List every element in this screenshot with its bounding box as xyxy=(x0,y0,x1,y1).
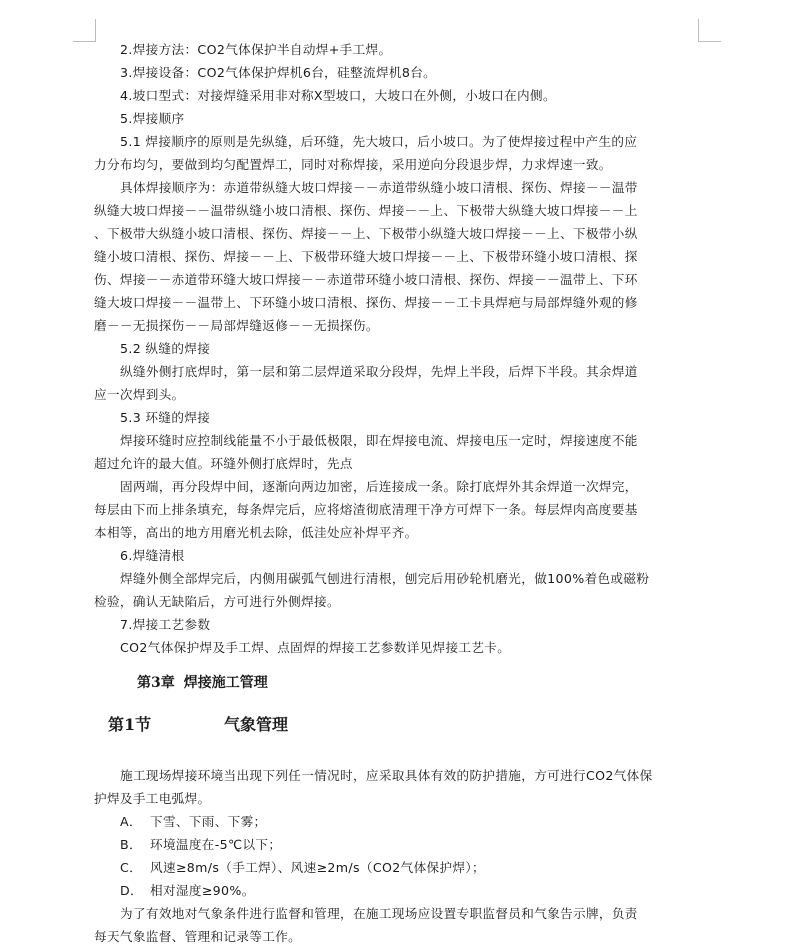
list-marker: B． xyxy=(120,837,142,852)
margin-corner-mark-left xyxy=(73,19,96,42)
list-marker: D． xyxy=(120,883,143,898)
text-line: 超过允许的最大值。环缝外侧打底焊时，先点 xyxy=(94,456,353,471)
chapter-title: 焊接施工管理 xyxy=(183,675,268,691)
text-line: 每层由下而上排条填充，每条焊完后，应将熔渣彻底清理干净方可焊下一条。每层焊肉高度要基 xyxy=(94,502,638,517)
chapter-number: 第3章 xyxy=(137,675,175,691)
margin-corner-mark-right xyxy=(698,19,721,42)
list-marker: A． xyxy=(120,814,142,829)
text-line: 应一次焊到头。 xyxy=(94,387,185,402)
heading-circumferential-seam: 5.3 环缝的焊接 xyxy=(120,410,211,425)
section-number: 第1节 xyxy=(108,715,152,734)
list-item-b xyxy=(94,833,694,856)
text-line: 缝小坡口清根、探伤、焊接－－上、下极带环缝大坡口焊接－－上、下极带环缝小坡口清根、探 xyxy=(94,249,638,264)
text-line: 固两端，再分段焊中间，逐渐向两边加密，后连接成一条。除打底焊外其余焊道一次焊完， xyxy=(120,479,638,494)
text-line: 4.坡口型式：对接焊缝采用非对称X型坡口，大坡口在外侧，小坡口在内侧。 xyxy=(120,88,556,103)
list-item-text: 风速≥8m/s（手工焊）、风速≥2m/s（CO2气体保护焊）； xyxy=(150,860,485,875)
heading-back-gouging: 6.焊缝清根 xyxy=(120,548,185,563)
heading-process-parameters: 7.焊接工艺参数 xyxy=(120,617,211,632)
intro-line: 护焊及手工电弧焊。 xyxy=(94,791,211,806)
text-line: 检验，确认无缺陷后，方可进行外侧焊接。 xyxy=(94,594,340,609)
list-item-text: 环境温度在-5℃以下； xyxy=(150,837,282,852)
text-line: 焊缝外侧全部焊完后，内侧用碳弧气刨进行清根，刨完后用砂轮机磨光，做100%着色或磁粉 xyxy=(120,571,650,586)
text-line: 伤、焊接－－赤道带环缝大坡口焊接－－赤道带环缝小坡口清根、探伤、焊接－－温带上、下环 xyxy=(94,272,638,287)
body-text xyxy=(94,38,694,659)
text-line: 、下极带大纵缝小坡口清根、探伤、焊接－－上、下极带小纵缝大坡口焊接－－上、下极带小纵 xyxy=(94,226,638,241)
intro-line: 施工现场焊接环境当出现下列任一情况时，应采取具体有效的防护措施，方可进行CO2气体保 xyxy=(120,768,653,783)
text-line: 焊接环缝时应控制线能量不小于最低极限，即在焊接电流、焊接电压一定时，焊接速度不能 xyxy=(120,433,638,448)
text-line: 5.1 焊接顺序的原则是先纵缝，后环缝，先大坡口，后小坡口。为了使焊接过程中产生的应 xyxy=(120,134,638,149)
section-heading xyxy=(108,712,288,735)
text-line: 纵缝大坡口焊接－－温带纵缝小坡口清根、探伤、焊接－－上、下极带大纵缝大坡口焊接－－上 xyxy=(94,203,638,218)
chapter-heading xyxy=(137,672,268,692)
text-line: 本相等，高出的地方用磨光机去除，低洼处应补焊平齐。 xyxy=(94,525,418,540)
outro-line: 每天气象监督、管理和记录等工作。 xyxy=(94,929,302,944)
text-line: 2.焊接方法：CO2气体保护半自动焊+手工焊。 xyxy=(120,42,392,57)
outro-line: 为了有效地对气象条件进行监督和管理，在施工现场应设置专职监督员和气象告示牌，负责 xyxy=(120,906,638,921)
list-item-text: 下雪、下雨、下雾； xyxy=(150,814,267,829)
list-item-text: 相对湿度≥90%。 xyxy=(150,883,255,898)
section-title: 气象管理 xyxy=(224,715,289,734)
text-line: CO2气体保护焊及手工焊、点固焊的焊接工艺参数详见焊接工艺卡。 xyxy=(120,640,511,655)
text-line: 缝大坡口焊接－－温带上、下环缝小坡口清根、探伤、焊接－－工卡具焊疤与局部焊缝外观的修 xyxy=(94,295,638,310)
text-line: 纵缝外侧打底焊时，第一层和第二层焊道采取分段焊，先焊上半段，后焊下半段。其余焊道 xyxy=(120,364,638,379)
heading-welding-sequence: 5.焊接顺序 xyxy=(120,111,185,126)
text-line: 具体焊接顺序为：赤道带纵缝大坡口焊接－－赤道带纵缝小坡口清根、探伤、焊接－－温带 xyxy=(120,180,638,195)
list-item-a xyxy=(94,810,694,833)
text-line: 3.焊接设备：CO2气体保护焊机6台，硅整流焊机8台。 xyxy=(120,65,437,80)
heading-longitudinal-seam: 5.2 纵缝的焊接 xyxy=(120,341,211,356)
list-marker: C． xyxy=(120,860,143,875)
section-body xyxy=(94,764,694,948)
text-line: 力分布均匀，要做到均匀配置焊工，同时对称焊接，采用逆向分段退步焊，力求焊速一致。 xyxy=(94,157,612,172)
list-item-d xyxy=(94,879,694,902)
list-item-c xyxy=(94,856,694,879)
text-line: 磨－－无损探伤－－局部焊缝返修－－无损探伤。 xyxy=(94,318,379,333)
